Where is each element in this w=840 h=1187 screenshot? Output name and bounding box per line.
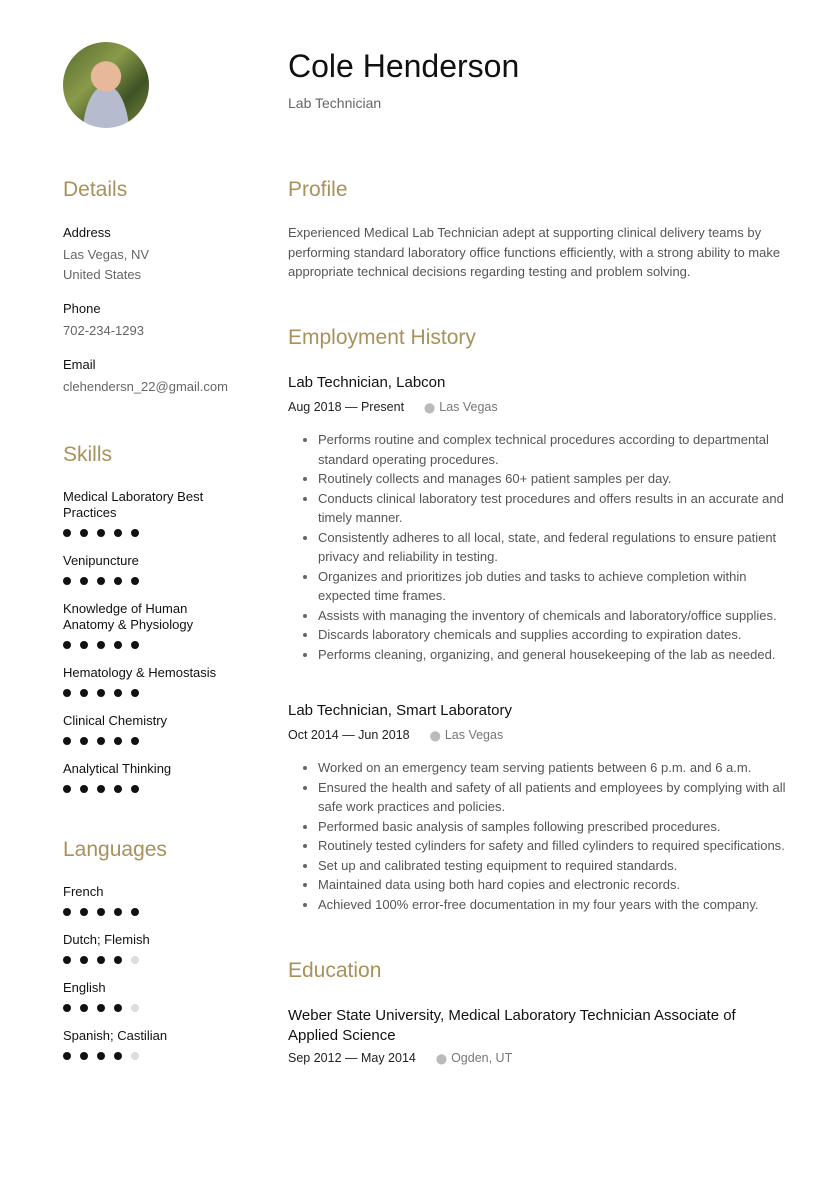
level-dot bbox=[80, 1004, 88, 1012]
bullet-item: Worked on an emergency team serving patients between 6 p.m. and 6 a.m. bbox=[303, 758, 793, 778]
education-title: Weber State University, Medical Laboratory Technician Associate of Applied Science bbox=[288, 1007, 736, 1044]
job-dates: Oct 2014 — Jun 2018 bbox=[288, 728, 410, 742]
bullet-item: Performed basic analysis of samples following prescribed procedures. bbox=[303, 817, 793, 837]
level-dot bbox=[80, 737, 88, 745]
level-dots bbox=[63, 1052, 233, 1060]
level-dot bbox=[97, 1052, 105, 1060]
education-location: Ogden, UT bbox=[451, 1051, 513, 1065]
location-pin-icon: ⬤ bbox=[435, 1054, 448, 1065]
job-title: Lab Technician bbox=[288, 95, 382, 111]
level-dot bbox=[114, 529, 122, 537]
level-dot bbox=[97, 785, 105, 793]
bullet-item: Set up and calibrated testing equipment to required standards. bbox=[303, 856, 793, 876]
bullet-item: Achieved 100% error-free documentation in my four years with the company. bbox=[303, 895, 793, 915]
bullet-item: Discards laboratory chemicals and supplies according to expiration dates. bbox=[303, 625, 793, 645]
education-heading: Education bbox=[288, 959, 382, 982]
level-dot bbox=[80, 785, 88, 793]
skill-item bbox=[63, 601, 233, 649]
bullet-item: Performs cleaning, organizing, and general housekeeping of the lab as needed. bbox=[303, 645, 793, 665]
level-dots bbox=[63, 1004, 233, 1012]
level-dot bbox=[131, 689, 139, 697]
job-title-2: Lab Technician, Smart Laboratory bbox=[288, 702, 513, 719]
languages-heading: Languages bbox=[63, 838, 167, 861]
profile-photo bbox=[63, 42, 149, 128]
item-name: Knowledge of Human Anatomy & Physiology bbox=[63, 601, 194, 632]
level-dots bbox=[63, 689, 233, 697]
item-name: French bbox=[63, 884, 104, 899]
item-name: Venipuncture bbox=[63, 553, 139, 568]
skill-item bbox=[63, 665, 233, 697]
level-dot bbox=[114, 1004, 122, 1012]
level-dot bbox=[63, 956, 71, 964]
skill-item bbox=[63, 553, 233, 585]
item-name: Analytical Thinking bbox=[63, 761, 172, 776]
level-dot bbox=[63, 785, 71, 793]
level-dot bbox=[80, 1052, 88, 1060]
level-dot bbox=[80, 908, 88, 916]
item-name: Spanish; Castilian bbox=[63, 1028, 168, 1043]
item-name: Dutch; Flemish bbox=[63, 932, 150, 947]
skill-item bbox=[63, 713, 233, 745]
job-bullets-1 bbox=[303, 430, 793, 664]
level-dot bbox=[131, 785, 139, 793]
language-item bbox=[63, 1028, 233, 1060]
address-label: Address bbox=[63, 225, 111, 240]
job-location: Las Vegas bbox=[439, 400, 498, 414]
level-dots bbox=[63, 908, 233, 916]
phone-label: Phone bbox=[63, 301, 101, 316]
level-dots bbox=[63, 785, 233, 793]
level-dot bbox=[97, 737, 105, 745]
level-dot bbox=[131, 956, 139, 964]
address-line1: Las Vegas, NV bbox=[63, 247, 149, 262]
level-dot bbox=[63, 1052, 71, 1060]
level-dots bbox=[63, 641, 233, 649]
language-item bbox=[63, 980, 233, 1012]
item-name: Clinical Chemistry bbox=[63, 713, 168, 728]
job-meta-1 bbox=[288, 400, 498, 414]
job-bullets-2 bbox=[303, 758, 793, 914]
level-dots bbox=[63, 737, 233, 745]
level-dot bbox=[131, 737, 139, 745]
level-dot bbox=[63, 529, 71, 537]
education-dates: Sep 2012 — May 2014 bbox=[288, 1051, 416, 1065]
bullet-item: Routinely collects and manages 60+ patient samples per day. bbox=[303, 469, 793, 489]
skills-heading: Skills bbox=[63, 443, 113, 466]
level-dot bbox=[131, 1052, 139, 1060]
level-dot bbox=[97, 1004, 105, 1012]
level-dot bbox=[80, 641, 88, 649]
level-dot bbox=[80, 529, 88, 537]
level-dot bbox=[80, 577, 88, 585]
details-heading: Details bbox=[63, 178, 128, 201]
item-name: Hematology & Hemostasis bbox=[63, 665, 217, 680]
level-dot bbox=[97, 529, 105, 537]
job-location: Las Vegas bbox=[444, 728, 504, 742]
skill-item bbox=[63, 489, 233, 537]
level-dots bbox=[63, 956, 233, 964]
candidate-name: Cole Henderson bbox=[288, 48, 520, 84]
address-line2: United States bbox=[63, 267, 142, 282]
level-dot bbox=[63, 908, 71, 916]
level-dot bbox=[63, 689, 71, 697]
location-pin-icon: ⬤ bbox=[429, 731, 441, 742]
level-dot bbox=[131, 529, 139, 537]
bullet-item: Organizes and prioritizes job duties and tasks to achieve completion within expected time frames. bbox=[303, 567, 793, 606]
level-dot bbox=[131, 908, 139, 916]
profile-text: Experienced Medical Lab Technician adept at supporting clinical delivery teams by performing standard laboratory office functions efficiently, with a strong ability to make appropriate technical decisions regarding testing and problem solving. bbox=[288, 225, 781, 279]
bullet-item: Routinely tested cylinders for safety and filled cylinders to required specifications. bbox=[303, 836, 793, 856]
phone-value: 702-234-1293 bbox=[63, 323, 144, 338]
bullet-item: Performs routine and complex technical procedures according to departmental standard operating procedures. bbox=[303, 430, 793, 469]
level-dot bbox=[114, 689, 122, 697]
job-meta-2 bbox=[288, 728, 503, 742]
level-dot bbox=[97, 641, 105, 649]
level-dot bbox=[114, 577, 122, 585]
level-dot bbox=[97, 689, 105, 697]
language-item bbox=[63, 932, 233, 964]
skill-item bbox=[63, 761, 233, 793]
level-dot bbox=[131, 641, 139, 649]
level-dot bbox=[114, 908, 122, 916]
level-dot bbox=[114, 1052, 122, 1060]
level-dot bbox=[63, 641, 71, 649]
level-dot bbox=[131, 577, 139, 585]
level-dot bbox=[80, 689, 88, 697]
job-title-1: Lab Technician, Labcon bbox=[288, 374, 446, 391]
level-dot bbox=[114, 641, 122, 649]
level-dots bbox=[63, 577, 233, 585]
level-dot bbox=[80, 956, 88, 964]
level-dots bbox=[63, 529, 233, 537]
email-value: clehendersn_22@gmail.com bbox=[63, 379, 228, 394]
profile-heading: Profile bbox=[288, 178, 348, 201]
bullet-item: Conducts clinical laboratory test procedures and offers results in an accurate and timely manner. bbox=[303, 489, 793, 528]
item-name: Medical Laboratory Best Practices bbox=[63, 489, 204, 520]
education-meta bbox=[288, 1051, 512, 1065]
item-name: English bbox=[63, 980, 106, 995]
level-dot bbox=[63, 577, 71, 585]
bullet-item: Ensured the health and safety of all patients and employees by complying with all safe work practices and policies. bbox=[303, 778, 793, 817]
bullet-item: Consistently adheres to all local, state, and federal regulations to ensure patient privacy and reliability in testing. bbox=[303, 528, 793, 567]
location-pin-icon: ⬤ bbox=[424, 403, 436, 414]
level-dot bbox=[114, 785, 122, 793]
level-dot bbox=[131, 1004, 139, 1012]
job-dates: Aug 2018 — Present bbox=[288, 400, 405, 414]
level-dot bbox=[63, 737, 71, 745]
language-item bbox=[63, 884, 233, 916]
level-dot bbox=[114, 956, 122, 964]
level-dot bbox=[97, 577, 105, 585]
employment-heading: Employment History bbox=[288, 326, 476, 349]
email-label: Email bbox=[63, 357, 96, 372]
level-dot bbox=[97, 956, 105, 964]
bullet-item: Assists with managing the inventory of chemicals and laboratory/office supplies. bbox=[303, 606, 793, 626]
bullet-item: Maintained data using both hard copies and electronic records. bbox=[303, 875, 793, 895]
level-dot bbox=[97, 908, 105, 916]
level-dot bbox=[114, 737, 122, 745]
level-dot bbox=[63, 1004, 71, 1012]
